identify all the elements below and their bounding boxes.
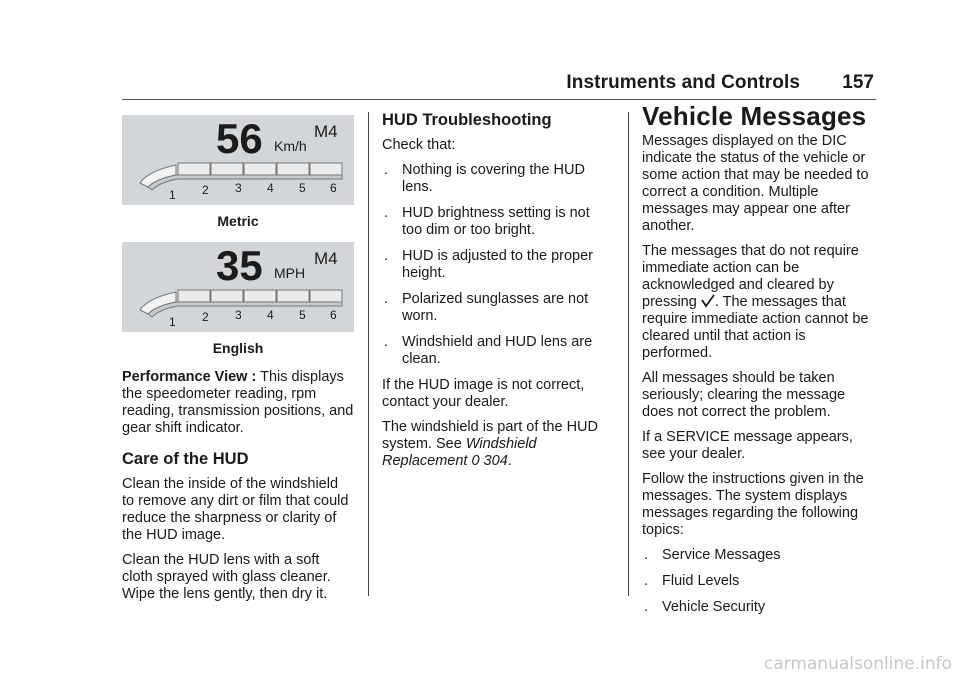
column-2 (382, 112, 607, 478)
list-item (642, 547, 874, 564)
gear-tick-5: 5 (299, 181, 306, 195)
column-divider (628, 112, 629, 596)
figure-caption-english: English (212, 340, 264, 356)
messages-paragraph-2 (642, 243, 874, 362)
hud-troubleshooting-heading: HUD Troubleshooting (382, 111, 552, 129)
windshield-text: The windshield is part of the HUD system. See (382, 419, 598, 452)
list-item (382, 162, 607, 196)
list-item (382, 334, 607, 368)
messages-paragraph-2-start: The messages that do not require immediate action can be acknowledged and cleared by pressing (642, 243, 859, 310)
bullet-mark: . (644, 599, 649, 615)
gear-tick-6: 6 (330, 308, 337, 322)
bullet-mark: . (384, 248, 389, 264)
bullet-mark: . (384, 162, 389, 178)
list-item (382, 248, 607, 282)
messages-paragraph-4: If a SERVICE message appears, see your dealer. (642, 429, 853, 462)
hud-gear: M4 (314, 249, 338, 268)
list-item-text: Windshield and HUD lens are clean. (402, 334, 593, 367)
sentence-end: . (507, 453, 512, 469)
list-item (642, 573, 874, 590)
hud-speed: 56 (216, 115, 263, 162)
messages-paragraph-2-end: . The messages that require immediate action cannot be cleared until that action is performed. (642, 294, 869, 361)
check-intro: Check that: (382, 137, 456, 153)
list-item (642, 599, 874, 616)
messages-paragraph-5: Follow the instructions given in the messages. The system displays messages regarding the following topics: (642, 471, 864, 538)
hud-english-figure (122, 242, 354, 332)
column-3 (642, 101, 874, 625)
gear-tick-6: 6 (330, 181, 337, 195)
list-item (382, 205, 607, 239)
list-item-text: Polarized sunglasses are not worn. (402, 291, 589, 324)
incorrect-image-paragraph: If the HUD image is not correct, contact your dealer. (382, 377, 585, 410)
hud-metric-figure (122, 115, 354, 205)
list-item-text: Vehicle Security (662, 599, 766, 615)
header-rule (122, 99, 876, 100)
messages-paragraph-1: Messages displayed on the DIC indicate the status of the vehicle or some action that may be needed to correct a condition. Multiple messages may appear one after another. (642, 133, 869, 234)
list-item-text: Service Messages (662, 547, 781, 563)
messages-paragraph-3: All messages should be taken seriously; clearing the message does not correct the problem. (642, 370, 846, 420)
gear-tick-2: 2 (202, 183, 209, 197)
hud-speed: 35 (216, 242, 263, 289)
hud-speed-unit: Km/h (274, 138, 307, 154)
gear-tick-4: 4 (267, 308, 274, 322)
performance-view-paragraph (122, 369, 354, 437)
care-paragraph-2: Clean the HUD lens with a soft cloth sprayed with glass cleaner. Wipe the lens gently, then dry it. (122, 552, 331, 602)
gear-tick-1: 1 (169, 188, 176, 202)
figure-caption-metric: Metric (217, 213, 259, 229)
hud-speed-unit: MPH (274, 265, 306, 281)
windshield-replacement-link[interactable]: Windshield Replacement (382, 436, 537, 469)
list-item-text: HUD is adjusted to the proper height. (402, 248, 594, 281)
bullet-mark: . (644, 573, 649, 589)
gear-tick-3: 3 (235, 181, 242, 195)
column-divider (368, 112, 369, 596)
page-reference[interactable]: 0 304 (471, 453, 508, 469)
watermark: carmanualsonline.info (763, 654, 952, 674)
section-title: Instruments and Controls (566, 72, 800, 93)
list-item-text: Fluid Levels (662, 573, 740, 589)
list-item-text: HUD brightness setting is not too dim or too bright. (402, 205, 590, 238)
performance-view-label: Performance View : (122, 369, 257, 385)
bullet-mark: . (384, 205, 389, 221)
windshield-paragraph (382, 419, 607, 470)
gear-tick-3: 3 (235, 308, 242, 322)
column-1 (122, 112, 354, 611)
performance-view-text: This displays the speedometer reading, rpm reading, transmission positions, and gear shift indicator. (122, 369, 354, 436)
care-paragraph-1: Clean the inside of the windshield to remove any dirt or film that could reduce the sharpness or clarity of the HUD image. (122, 476, 349, 543)
page-number: 157 (842, 72, 874, 93)
list-item-text: Nothing is covering the HUD lens. (402, 162, 585, 195)
bullet-mark: . (644, 547, 649, 563)
gear-tick-2: 2 (202, 310, 209, 324)
gear-tick-4: 4 (267, 181, 274, 195)
care-heading: Care of the HUD (122, 450, 249, 468)
checkmark-icon (701, 294, 715, 308)
bullet-mark: . (384, 334, 389, 350)
vehicle-messages-heading: Vehicle Messages (642, 101, 867, 131)
list-item (382, 291, 607, 325)
hud-gear: M4 (314, 122, 338, 141)
bullet-mark: . (384, 291, 389, 307)
gear-tick-1: 1 (169, 315, 176, 329)
gear-tick-5: 5 (299, 308, 306, 322)
